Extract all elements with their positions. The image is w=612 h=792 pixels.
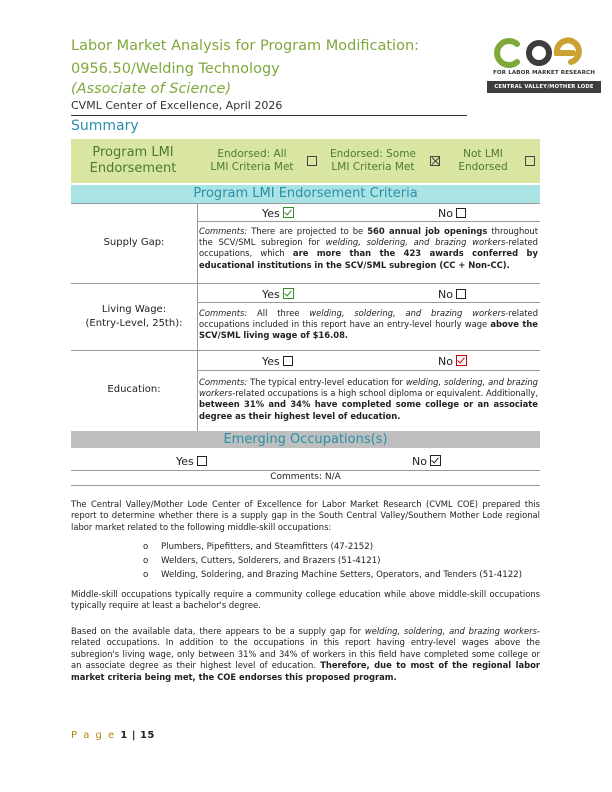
supply-gap-label: Supply Gap:	[103, 237, 165, 248]
table-line	[71, 283, 540, 284]
education-no[interactable]: No	[438, 355, 467, 368]
table-line	[197, 370, 540, 371]
supply-gap-comment: Comments: There are projected to be 560 annual job openings throughout the SCV/SML subregion for welding, soldering, and brazing workers-related occupations, which are more than the 423 awards conferred by educational institutions in the SCV/SML subregion (CC + Non-CC).	[199, 226, 538, 270]
supply-gap-yes[interactable]: Yes	[262, 207, 294, 220]
empty-box-icon	[283, 356, 293, 366]
check-icon	[283, 207, 294, 218]
option-not-endorsed: Not LMI Endorsed	[458, 148, 508, 173]
empty-box-icon	[197, 456, 207, 466]
check-icon	[430, 455, 441, 466]
empty-box-icon	[456, 208, 466, 218]
education-label: Education:	[107, 384, 161, 395]
bullet-icon: o	[143, 570, 149, 580]
page-number: 1 | 15	[120, 730, 155, 741]
list-item: o Plumbers, Pipefitters, and Steamfitters (47-2152)	[143, 542, 374, 552]
endorsement-band	[71, 139, 540, 183]
coe-logo	[487, 37, 601, 95]
list-item: o Welders, Cutters, Solderers, and Brazers (51-4121)	[143, 556, 381, 566]
list-item: o Welding, Soldering, and Brazing Machine Setters, Operators, and Tenders (51-4122)	[143, 570, 523, 580]
emerging-no[interactable]: No	[412, 455, 441, 468]
conclusion-paragraph: Based on the available data, there appears to be a supply gap for welding, soldering, and brazing workers-related occupations. In addition to the occupations in this report having entry-level wages above the subregion's living wage, only between 31% and 34% of workers in this field have completed some college or an associate degree as their highest level of education. Therefore, due to most of the regional labor market criteria being met, the COE endorses this proposed program.	[71, 626, 541, 682]
logo-subtitle: FOR LABOR MARKET RESEARCH	[492, 70, 596, 76]
occupation-list	[143, 540, 522, 582]
bullet-icon: o	[143, 542, 149, 552]
degree-type-title: (Associate of Science)	[71, 81, 232, 97]
living-wage-comment: Comments: All three welding, soldering, and brazing workers-related occupations included in this report have an entry-level hourly wage above the SCV/SML living wage of $16.08.	[199, 308, 539, 341]
check-icon	[456, 355, 467, 366]
program-code-title: 0956.50/Welding Technology	[71, 61, 280, 77]
option-all-criteria: Endorsed: All LMI Criteria Met	[210, 148, 294, 173]
table-line	[71, 203, 540, 204]
living-wage-no[interactable]: No	[438, 288, 466, 301]
header-rule	[71, 115, 467, 116]
living-wage-yes[interactable]: Yes	[262, 288, 294, 301]
emerging-comments: Comments: N/A	[270, 472, 341, 482]
check-icon	[283, 288, 294, 299]
education-comment: Comments: The typical entry-level education for welding, soldering, and brazing workers-related occupations is a high school diploma or equivalent. Additionally, between 31% and 34% have completed some college or an associate degree as their highest level of education.	[199, 377, 538, 421]
education-yes[interactable]: Yes	[262, 355, 293, 368]
table-line	[197, 221, 540, 222]
table-line	[197, 302, 540, 303]
logo-region-band: CENTRAL VALLEY/MOTHER LODE	[487, 81, 601, 93]
table-line	[71, 350, 540, 351]
option-some-criteria: Endorsed: Some LMI Criteria Met	[330, 148, 416, 173]
option-not-endorsed-checkbox[interactable]	[525, 156, 535, 166]
empty-box-icon	[456, 289, 466, 299]
page-footer: P a g e 1 | 15	[71, 730, 155, 741]
living-wage-label: Living Wage: (Entry-Level, 25th):	[85, 304, 183, 329]
org-date-line: CVML Center of Excellence, April 2026	[71, 99, 283, 112]
endorsement-heading: Program LMI Endorsement	[89, 145, 177, 176]
middle-skill-paragraph: Middle-skill occupations typically require a community college education while above middle-skill occupations typically require at least a bachelor's degree.	[71, 589, 540, 611]
option-all-checkbox[interactable]	[307, 156, 317, 166]
summary-heading: Summary	[71, 118, 139, 134]
table-line	[71, 485, 540, 486]
table-divider	[197, 203, 198, 431]
emerging-heading: Emerging Occupations(s)	[71, 431, 540, 448]
document-title: Labor Market Analysis for Program Modification:	[71, 38, 420, 54]
option-some-checkbox-checked[interactable]	[430, 156, 440, 166]
coe-logo-wordmark	[487, 37, 601, 69]
supply-gap-no[interactable]: No	[438, 207, 466, 220]
criteria-heading: Program LMI Endorsement Criteria	[71, 185, 540, 203]
emerging-yes[interactable]: Yes	[176, 455, 207, 468]
intro-paragraph: The Central Valley/Mother Lode Center of Excellence for Labor Market Research (CVML COE) prepared this report to determine whether there is a supply gap in the South Central Valley/Southern Mother Lode regional labor market related to the following middle-skill occupations:	[71, 499, 540, 532]
bullet-icon: o	[143, 556, 149, 566]
table-line	[71, 470, 540, 471]
